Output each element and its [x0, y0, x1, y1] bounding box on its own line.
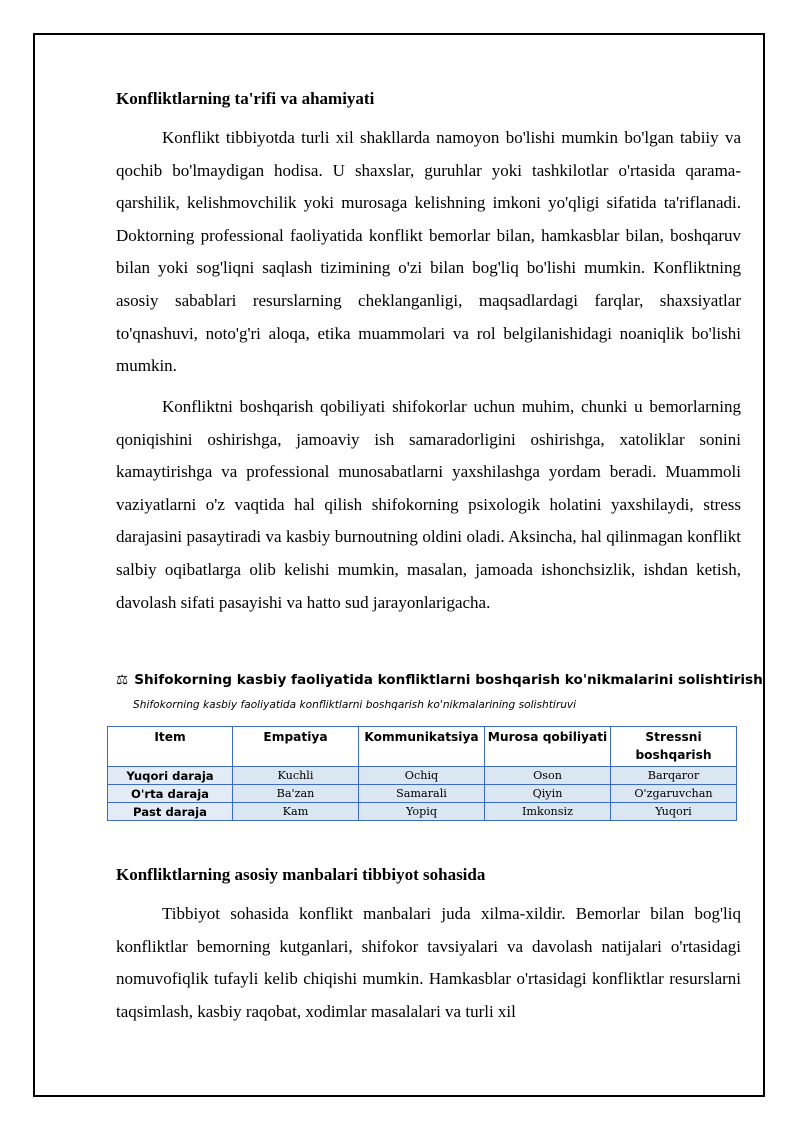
table-row [108, 767, 737, 785]
table-cell: O'zgaruvchan [611, 785, 737, 803]
column-header: Stressni boshqarish [611, 727, 737, 767]
section-heading-definition: Konfliktlarning ta'rifi va ahamiyati [116, 89, 375, 108]
paragraph-importance: Konfliktni boshqarish qobiliyati shifokorlar uchun muhim, chunki u bemorlarning qoniqishini oshirishga, jamoaviy ish samaradorligini oshirishga, xatoliklar sonini kamaytirishga va professional munosabatlarni yaxshilashga yordam beradi. Muammoli vaziyatlarni o'z vaqtida hal qilish shifokorning psixologik holatini yaxshilaydi, stress darajasini pasaytiradi va kasbiy burnoutning oldini oladi. Aksincha, hal qilinmagan konflikt salbiy oqibatlarga olib kelishi mumkin, masalan, jamoada ishonchsizlik, ishdan ketish, davolash sifati pasayishi va hatto sud jarayonlarigacha. [116, 397, 741, 612]
paragraph-definition: Konflikt tibbiyotda turli xil shakllarda namoyon bo'lishi mumkin bo'lgan tabiiy va qochib bo'lmaydigan hodisa. U shaxslar, guruhlar yoki tashkilotlar o'rtasida qarama-qarshilik, kelishmovchilik yoki murosaga kelishning imkoni yo'qligi sifatida ta'riflanadi. Doktorning professional faoliyatida konflikt bemorlar bilan, hamkasblar bilan, boshqaruv bilan yoki sog'liqni saqlash tizimining o'zi bilan bog'liq bo'lishi mumkin. Konfliktning asosiy sabablari resurslarning cheklanganligi, maqsadlardagi farqlar, shaxsiyatlar to'qnashuvi, noto'g'ri aloqa, etika muammolari va rol belgilanishidagi noaniqlik bo'lishi mumkin. [116, 128, 741, 376]
skills-comparison-table [107, 726, 737, 821]
row-header: Past daraja [108, 803, 233, 821]
table-cell: Ochiq [359, 767, 485, 785]
table-cell: Imkonsiz [485, 803, 611, 821]
column-header: Empatiya [233, 727, 359, 767]
paragraph-sources: Tibbiyot sohasida konflikt manbalari juda xilma-xildir. Bemorlar bilan bog'liq konfliktlar bemorning kutganlari, shifokor tavsiyalari va davolash natijalari o'rtasidagi nomuvofiqlik tufayli kelib chiqishi mumkin. Hamkasblar o'rtasidagi konfliktlar resurslarni taqsimlash, kasbiy raqobat, xodimlar masalalari va turli xil [116, 904, 741, 1021]
table-cell: Qiyin [485, 785, 611, 803]
row-header: O'rta daraja [108, 785, 233, 803]
section-heading-sources: Konfliktlarning asosiy manbalari tibbiyot sohasida [116, 865, 486, 884]
table-subtitle: Shifokorning kasbiy faoliyatida konfliktlarni boshqarish ko'nikmalarining solishtiruvi [133, 699, 577, 711]
table-title [116, 671, 763, 689]
column-header: Kommunikatsiya [359, 727, 485, 767]
row-header: Yuqori daraja [108, 767, 233, 785]
table-cell: Ba'zan [233, 785, 359, 803]
table-cell: Yuqori [611, 803, 737, 821]
column-header: Item [108, 727, 233, 767]
table-cell: Kuchli [233, 767, 359, 785]
table-row [108, 785, 737, 803]
table-cell: Barqaror [611, 767, 737, 785]
table-cell: Oson [485, 767, 611, 785]
table-title-text: Shifokorning kasbiy faoliyatida konfliktlarni boshqarish ko'nikmalarini solishtirish [134, 672, 763, 688]
table-cell: Yopiq [359, 803, 485, 821]
column-header: Murosa qobiliyati [485, 727, 611, 767]
table-row [108, 803, 737, 821]
balance-scale-icon: ⚖ [116, 672, 129, 688]
table-cell: Kam [233, 803, 359, 821]
table-header-row [108, 727, 737, 767]
table-cell: Samarali [359, 785, 485, 803]
